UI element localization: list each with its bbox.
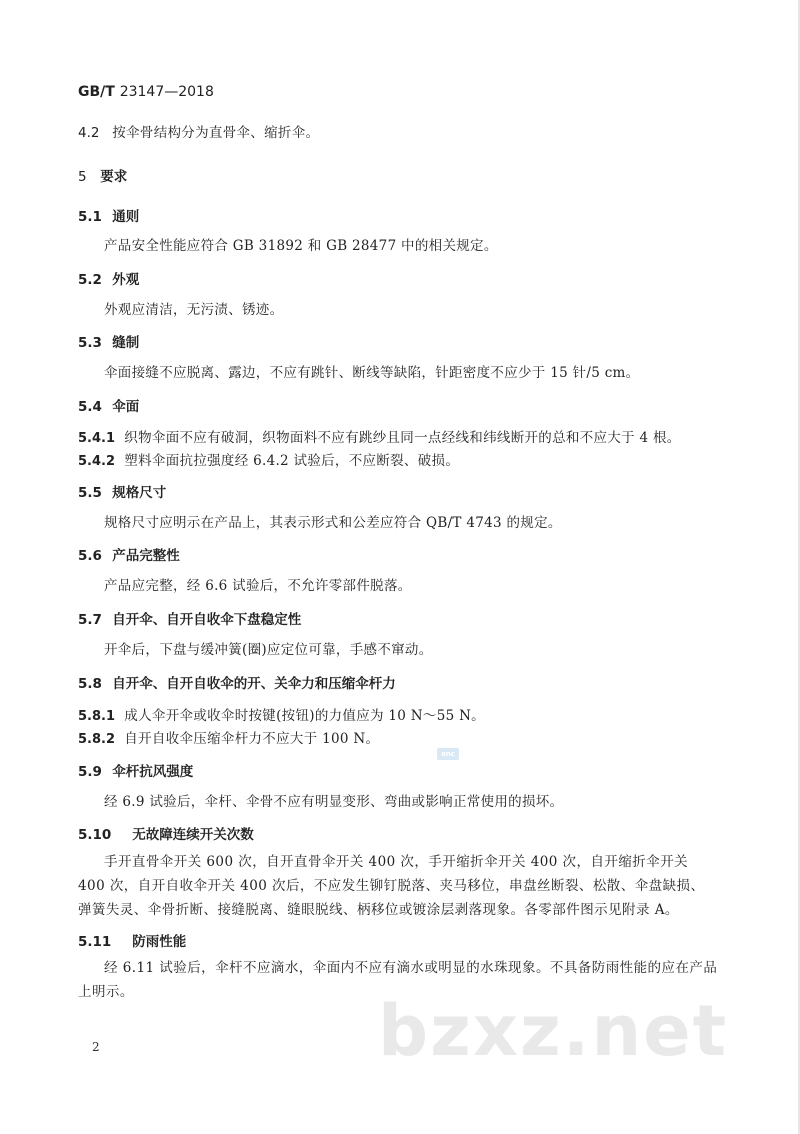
standard-code: GB/T <box>78 84 115 100</box>
clause-5-3-text: 伞面接缝不应脱离、露边，不应有跳针、断线等缺陷，针距密度不应少于 15 针/5 cm。 <box>104 365 640 381</box>
clause-4-2 <box>78 121 319 141</box>
subclause-number: 5.4.2 <box>78 454 116 469</box>
clause-5-10-heading <box>78 823 254 843</box>
clause-5-6-heading <box>78 544 180 564</box>
clause-5-7-text: 开伞后，下盘与缓冲簧(圈)应定位可靠，手感不窜动。 <box>104 642 433 658</box>
subclause-text: 塑料伞面抗拉强度经 6.4.2 试验后，不应断裂、破损。 <box>124 453 460 469</box>
clause-5-9-text: 经 6.9 试验后，伞杆、伞骨不应有明显变形、弯曲或影响正常使用的损坏。 <box>104 794 564 810</box>
clause-title: 自开伞、自开自收伞下盘稳定性 <box>112 612 302 628</box>
clause-5-5-heading <box>78 481 166 501</box>
clause-5-8-1 <box>78 704 485 724</box>
clause-5-11-heading <box>78 930 186 950</box>
clause-number: 5.3 <box>78 335 102 351</box>
clause-number: 5.9 <box>78 764 102 780</box>
clause-title: 防雨性能 <box>132 934 187 950</box>
clause-text: 按伞骨结构分为直骨伞、缩折伞。 <box>112 125 320 141</box>
clause-number: 5.10 <box>78 827 112 843</box>
clause-title: 自开伞、自开自收伞的开、关伞力和压缩伞杆力 <box>112 676 396 692</box>
clause-title: 产品完整性 <box>112 548 180 564</box>
page-number: 2 <box>92 1040 100 1054</box>
subclause-number: 5.4.1 <box>78 431 116 446</box>
clause-number: 5.7 <box>78 612 102 628</box>
clause-5-8-heading <box>78 672 396 692</box>
clause-5-2-heading <box>78 268 139 288</box>
clause-title: 伞杆抗风强度 <box>112 764 194 780</box>
subclause-number: 5.8.1 <box>78 709 116 724</box>
clause-5-4-2 <box>78 449 459 469</box>
clause-5-3-heading <box>78 331 139 351</box>
clause-5-4-heading <box>78 395 139 415</box>
section-title: 要求 <box>100 169 128 185</box>
clause-number: 5.4 <box>78 399 102 415</box>
page-header <box>78 84 214 100</box>
clause-number: 5.2 <box>78 272 102 288</box>
subclause-text: 成人伞开伞或收伞时按键(按钮)的力值应为 10 N～55 N。 <box>124 708 485 724</box>
clause-5-2-text: 外观应清洁，无污渍、锈迹。 <box>104 302 284 318</box>
clause-5-5-text: 规格尺寸应明示在产品上，其表示形式和公差应符合 QB/T 4743 的规定。 <box>104 515 562 531</box>
clause-title: 规格尺寸 <box>112 485 167 501</box>
clause-title: 外观 <box>112 272 140 288</box>
clause-5-4-1 <box>78 426 681 446</box>
section-number: 5 <box>78 169 87 185</box>
clause-number: 4.2 <box>78 125 100 141</box>
standard-number: 23147—2018 <box>119 84 214 100</box>
clause-5-11-text: 经 6.11 试验后，伞杆不应滴水，伞面内不应有滴水或明显的水珠现象。不具备防雨性能的应在产品上明示。 <box>78 960 718 1000</box>
clause-number: 5.5 <box>78 485 102 501</box>
subclause-text: 自开自收伞压缩伞杆力不应大于 100 N。 <box>124 731 380 747</box>
subclause-number: 5.8.2 <box>78 732 116 747</box>
subclause-text: 织物伞面不应有破洞，织物面料不应有跳纱且同一点经线和纬线断开的总和不应大于 4 根。 <box>124 430 681 446</box>
clause-number: 5.6 <box>78 548 102 564</box>
clause-number: 5.1 <box>78 209 102 225</box>
clause-number: 5.11 <box>78 934 112 950</box>
clause-title: 伞面 <box>112 399 140 415</box>
clause-5-8-2 <box>78 727 379 747</box>
clause-title: 通则 <box>112 209 140 225</box>
clause-number: 5.8 <box>78 676 102 692</box>
clause-5-9-heading <box>78 760 193 780</box>
clause-5-7-heading <box>78 608 301 628</box>
watermark-text: bzxz.net <box>378 990 729 1072</box>
section-5-heading <box>78 165 127 185</box>
clause-title: 无故障连续开关次数 <box>132 827 254 843</box>
clause-5-6-text: 产品应完整，经 6.6 试验后，不允许零部件脱落。 <box>104 578 412 594</box>
clause-5-1-heading <box>78 205 139 225</box>
clause-5-1-text: 产品安全性能应符合 GB 31892 和 GB 28477 中的相关规定。 <box>104 238 498 254</box>
clause-title: 缝制 <box>112 335 140 351</box>
watermark-logo: anc <box>437 748 459 760</box>
clause-5-10-text: 手开直骨伞开关 600 次，自开直骨伞开关 400 次，手开缩折伞开关 400 次，自开缩折伞开关 400 次，自开自收伞开关 400 次后，不应发生铆钉脱落、夹马移位，串盘丝断裂、松散、伞盘缺损、弹簧失灵、伞骨折断、接缝脱离、缝眼脱线、柄移位或镀涂层剥落现象。各零部件图示见附录 A。 <box>78 854 705 918</box>
